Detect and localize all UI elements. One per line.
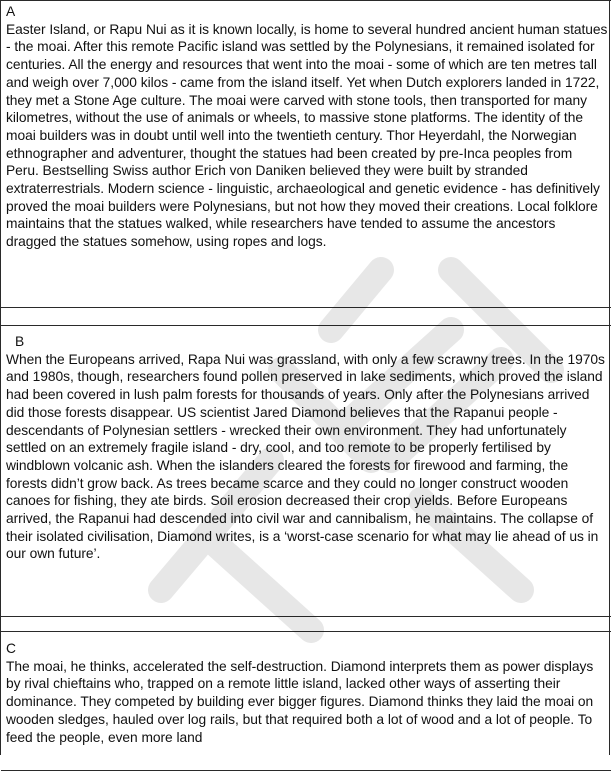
section-paragraph: When the Europeans arrived, Rapa Nui was grassland, with only a few scrawny trees. In the 1970s and 1980s, though, researchers found pollen preserved in lake sediments, which proved the island had been covered in lush palm forests for thousands of years. Only after the Polynesians arrived did those forests disappear. US scientist Jared Diamond believes that the Rapanui people - descendants of Polynesian settlers - wrecked their own environment. They had unfortunately settled on an extremely fragile island - dry, cool, and too remote to be properly fertilised by windblown volcanic ash. When the islanders cleared the forests for firewood and farming, the forests didn’t grow back. As trees became scarce and they could no longer construct wooden canoes for fishing, they ate birds. Soil erosion decreased their crop yields. Before Europeans arrived, the Rapanui had descended into civil war and cannibalism, he maintains. The collapse of their isolated civilisation, Diamond writes, is a ‘worst-case scenario for what may lie ahead of us in our own future’. bbox=[6, 351, 605, 562]
section-paragraph: Easter Island, or Rapu Nui as it is known locally, is home to several hundred ancient human statues - the moai. After this remote Pacific island was settled by the Polynesians, it remained isolated for centuries. All the energy and resources that went into the moai - some of which are ten metres tall and weigh over 7,000 kilos - came from the island itself. Yet when Dutch explorers landed in 1722, they met a Stone Age culture. The moai were carved with stone tools, then transported for many kilometres, without the use of animals or wheels, to massive stone platforms. The identity of the moai builders was in doubt until well into the twentieth century. Thor Heyerdahl, the Norwegian ethnographer and adventurer, thought the statues had been created by pre-Inca peoples from Peru. Bestselling Swiss author Erich von Daniken believed they were built by stranded extraterrestrials. Modern science - linguistic, archaeological and genetic evidence - has definitively proved the moai builders were Polynesians, but not how they moved their creations. Local folklore maintains that the statues walked, while researchers have tended to assume the ancestors dragged the statues somehow, using ropes and logs. bbox=[6, 21, 608, 250]
section-label: C bbox=[6, 641, 16, 656]
section-label: B bbox=[15, 334, 25, 349]
section-paragraph: The moai, he thinks, accelerated the self-destruction. Diamond interprets them as power displays by rival chieftains who, trapped on a remote little island, lacked other ways of asserting their dominance. They competed by building ever bigger figures. Diamond thinks they laid the moai on wooden sledges, hauled over log rails, but that required both a lot of wood and a lot of people. To feed the people, even more land bbox=[6, 658, 594, 745]
section-label: A bbox=[6, 4, 16, 19]
section-c bbox=[6, 640, 608, 746]
section-a bbox=[6, 3, 608, 251]
section-b bbox=[6, 333, 608, 563]
